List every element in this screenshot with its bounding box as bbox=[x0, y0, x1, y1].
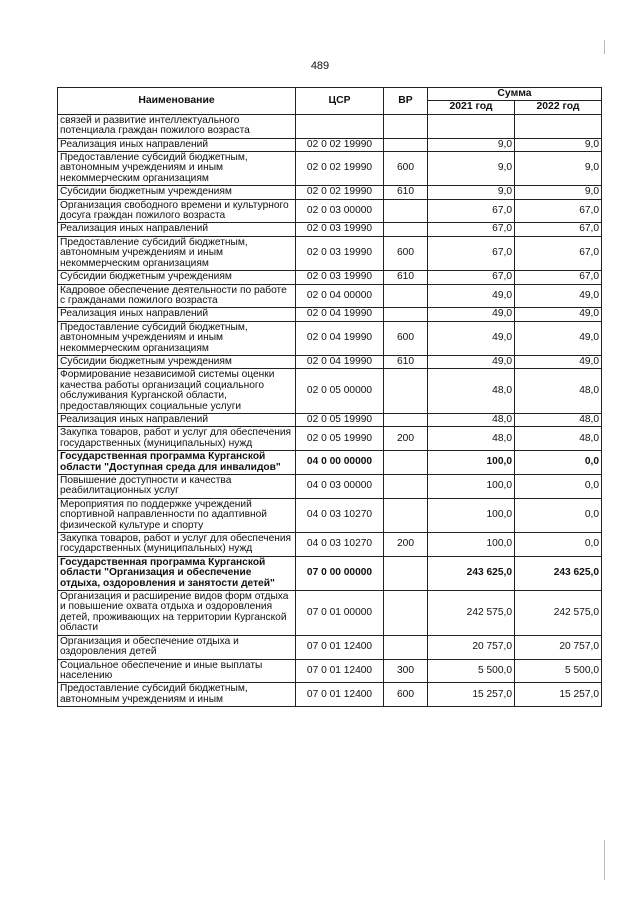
sum-2021-cell: 9,0 bbox=[428, 186, 515, 199]
header-year-2021: 2021 год bbox=[428, 101, 515, 114]
table-row bbox=[58, 683, 602, 707]
table-row bbox=[58, 475, 602, 499]
table-row bbox=[58, 114, 602, 138]
csr-cell: 02 0 05 19990 bbox=[296, 427, 384, 451]
sum-2021-cell: 49,0 bbox=[428, 355, 515, 368]
table-header bbox=[58, 88, 602, 115]
name-cell: Реализация иных направлений bbox=[58, 413, 296, 426]
budget-table bbox=[57, 87, 602, 707]
sum-2021-cell: 243 625,0 bbox=[428, 556, 515, 590]
vr-cell: 600 bbox=[384, 683, 428, 707]
margin-mark bbox=[604, 840, 605, 880]
name-cell: Реализация иных направлений bbox=[58, 223, 296, 236]
sum-2022-cell: 20 757,0 bbox=[515, 635, 602, 659]
sum-2021-cell: 48,0 bbox=[428, 427, 515, 451]
vr-cell: 600 bbox=[384, 321, 428, 355]
sum-2022-cell: 15 257,0 bbox=[515, 683, 602, 707]
name-cell: Предоставление субсидий бюджетным, автономным учреждениям и иным некоммерческим организациям bbox=[58, 321, 296, 355]
sum-2022-cell: 49,0 bbox=[515, 355, 602, 368]
header-csr: ЦСР bbox=[296, 88, 384, 115]
table-row bbox=[58, 659, 602, 683]
sum-2021-cell: 67,0 bbox=[428, 223, 515, 236]
vr-cell bbox=[384, 591, 428, 636]
sum-2021-cell: 49,0 bbox=[428, 321, 515, 355]
sum-2022-cell: 48,0 bbox=[515, 413, 602, 426]
sum-2021-cell: 67,0 bbox=[428, 236, 515, 270]
table-row bbox=[58, 369, 602, 414]
table-row bbox=[58, 498, 602, 532]
table-row bbox=[58, 308, 602, 321]
csr-cell: 02 0 03 19990 bbox=[296, 271, 384, 284]
margin-mark bbox=[604, 40, 605, 54]
vr-cell: 610 bbox=[384, 271, 428, 284]
csr-cell: 02 0 03 19990 bbox=[296, 223, 384, 236]
table-row bbox=[58, 591, 602, 636]
sum-2022-cell: 9,0 bbox=[515, 152, 602, 186]
table-row bbox=[58, 199, 602, 223]
csr-cell: 07 0 00 00000 bbox=[296, 556, 384, 590]
sum-2021-cell: 67,0 bbox=[428, 199, 515, 223]
table-row bbox=[58, 413, 602, 426]
sum-2021-cell: 9,0 bbox=[428, 138, 515, 151]
csr-cell: 04 0 03 00000 bbox=[296, 475, 384, 499]
sum-2021-cell bbox=[428, 114, 515, 138]
vr-cell: 610 bbox=[384, 186, 428, 199]
header-vr: ВР bbox=[384, 88, 428, 115]
vr-cell bbox=[384, 199, 428, 223]
table-row bbox=[58, 556, 602, 590]
name-cell: Субсидии бюджетным учреждениям bbox=[58, 355, 296, 368]
vr-cell bbox=[384, 308, 428, 321]
csr-cell: 02 0 05 00000 bbox=[296, 369, 384, 414]
table-row bbox=[58, 427, 602, 451]
sum-2022-cell: 67,0 bbox=[515, 223, 602, 236]
vr-cell bbox=[384, 223, 428, 236]
csr-cell: 02 0 04 19990 bbox=[296, 355, 384, 368]
name-cell: связей и развитие интеллектуального потенциала граждан пожилого возраста bbox=[58, 114, 296, 138]
sum-2022-cell: 48,0 bbox=[515, 427, 602, 451]
page-number: 489 bbox=[310, 60, 330, 72]
sum-2021-cell: 15 257,0 bbox=[428, 683, 515, 707]
sum-2022-cell: 49,0 bbox=[515, 321, 602, 355]
csr-cell: 07 0 01 12400 bbox=[296, 659, 384, 683]
table-row bbox=[58, 271, 602, 284]
sum-2021-cell: 100,0 bbox=[428, 498, 515, 532]
vr-cell bbox=[384, 635, 428, 659]
sum-2021-cell: 49,0 bbox=[428, 308, 515, 321]
name-cell: Реализация иных направлений bbox=[58, 308, 296, 321]
header-name: Наименование bbox=[58, 88, 296, 115]
sum-2022-cell: 0,0 bbox=[515, 451, 602, 475]
csr-cell: 02 0 04 00000 bbox=[296, 284, 384, 308]
vr-cell: 300 bbox=[384, 659, 428, 683]
sum-2022-cell: 9,0 bbox=[515, 186, 602, 199]
vr-cell bbox=[384, 451, 428, 475]
sum-2022-cell: 67,0 bbox=[515, 236, 602, 270]
vr-cell: 200 bbox=[384, 427, 428, 451]
sum-2022-cell: 67,0 bbox=[515, 271, 602, 284]
header-year-2022: 2022 год bbox=[515, 101, 602, 114]
sum-2022-cell: 0,0 bbox=[515, 498, 602, 532]
header-sum: Сумма bbox=[428, 88, 602, 101]
name-cell: Повышение доступности и качества реабилитационных услуг bbox=[58, 475, 296, 499]
sum-2021-cell: 67,0 bbox=[428, 271, 515, 284]
name-cell: Закупка товаров, работ и услуг для обеспечения государственных (муниципальных) нужд bbox=[58, 427, 296, 451]
table-row bbox=[58, 186, 602, 199]
vr-cell: 610 bbox=[384, 355, 428, 368]
sum-2021-cell: 48,0 bbox=[428, 413, 515, 426]
table-row bbox=[58, 533, 602, 557]
table-row bbox=[58, 321, 602, 355]
csr-cell: 07 0 01 00000 bbox=[296, 591, 384, 636]
vr-cell bbox=[384, 138, 428, 151]
table-row bbox=[58, 635, 602, 659]
sum-2022-cell: 48,0 bbox=[515, 369, 602, 414]
name-cell: Государственная программа Курганской области "Доступная среда для инвалидов" bbox=[58, 451, 296, 475]
name-cell: Формирование независимой системы оценки качества работы организаций социального обслуживания Курганской области, предоставляющих социальные услуги bbox=[58, 369, 296, 414]
sum-2021-cell: 242 575,0 bbox=[428, 591, 515, 636]
table-row bbox=[58, 138, 602, 151]
csr-cell: 02 0 03 00000 bbox=[296, 199, 384, 223]
sum-2022-cell: 0,0 bbox=[515, 533, 602, 557]
sum-2022-cell: 243 625,0 bbox=[515, 556, 602, 590]
csr-cell: 02 0 05 19990 bbox=[296, 413, 384, 426]
name-cell: Предоставление субсидий бюджетным, автономным учреждениям и иным некоммерческим организациям bbox=[58, 152, 296, 186]
name-cell: Кадровое обеспечение деятельности по работе с гражданами пожилого возраста bbox=[58, 284, 296, 308]
name-cell: Организация и обеспечение отдыха и оздоровления детей bbox=[58, 635, 296, 659]
name-cell: Предоставление субсидий бюджетным, автономным учреждениям и иным bbox=[58, 683, 296, 707]
sum-2021-cell: 49,0 bbox=[428, 284, 515, 308]
vr-cell bbox=[384, 498, 428, 532]
name-cell: Предоставление субсидий бюджетным, автономным учреждениям и иным некоммерческим организациям bbox=[58, 236, 296, 270]
vr-cell bbox=[384, 114, 428, 138]
vr-cell bbox=[384, 369, 428, 414]
name-cell: Организация свободного времени и культурного досуга граждан пожилого возраста bbox=[58, 199, 296, 223]
vr-cell bbox=[384, 475, 428, 499]
name-cell: Организация и расширение видов форм отдыха и повышение охвата отдыха и оздоровления детей, проживающих на территории Курганской области bbox=[58, 591, 296, 636]
name-cell: Реализация иных направлений bbox=[58, 138, 296, 151]
name-cell: Социальное обеспечение и иные выплаты населению bbox=[58, 659, 296, 683]
sum-2021-cell: 100,0 bbox=[428, 451, 515, 475]
csr-cell: 04 0 03 10270 bbox=[296, 498, 384, 532]
table-row bbox=[58, 236, 602, 270]
sum-2022-cell: 49,0 bbox=[515, 308, 602, 321]
vr-cell bbox=[384, 284, 428, 308]
csr-cell: 04 0 03 10270 bbox=[296, 533, 384, 557]
csr-cell: 02 0 04 19990 bbox=[296, 308, 384, 321]
name-cell: Мероприятия по поддержке учреждений спортивной направленности по адаптивной физической культуре и спорту bbox=[58, 498, 296, 532]
name-cell: Государственная программа Курганской области "Организация и обеспечение отдыха, оздоровления и занятости детей" bbox=[58, 556, 296, 590]
table-row bbox=[58, 223, 602, 236]
sum-2022-cell: 49,0 bbox=[515, 284, 602, 308]
sum-2022-cell: 242 575,0 bbox=[515, 591, 602, 636]
vr-cell: 600 bbox=[384, 236, 428, 270]
sum-2022-cell: 9,0 bbox=[515, 138, 602, 151]
vr-cell bbox=[384, 556, 428, 590]
csr-cell: 07 0 01 12400 bbox=[296, 683, 384, 707]
csr-cell bbox=[296, 114, 384, 138]
table-row bbox=[58, 284, 602, 308]
name-cell: Закупка товаров, работ и услуг для обеспечения государственных (муниципальных) нужд bbox=[58, 533, 296, 557]
csr-cell: 02 0 02 19990 bbox=[296, 152, 384, 186]
table-row bbox=[58, 152, 602, 186]
name-cell: Субсидии бюджетным учреждениям bbox=[58, 186, 296, 199]
sum-2021-cell: 48,0 bbox=[428, 369, 515, 414]
table-body bbox=[58, 114, 602, 706]
csr-cell: 04 0 00 00000 bbox=[296, 451, 384, 475]
sum-2021-cell: 20 757,0 bbox=[428, 635, 515, 659]
table-row bbox=[58, 355, 602, 368]
sum-2022-cell: 67,0 bbox=[515, 199, 602, 223]
sum-2022-cell: 5 500,0 bbox=[515, 659, 602, 683]
sum-2022-cell: 0,0 bbox=[515, 475, 602, 499]
table-row bbox=[58, 451, 602, 475]
sum-2022-cell bbox=[515, 114, 602, 138]
csr-cell: 02 0 03 19990 bbox=[296, 236, 384, 270]
vr-cell bbox=[384, 413, 428, 426]
vr-cell: 200 bbox=[384, 533, 428, 557]
csr-cell: 07 0 01 12400 bbox=[296, 635, 384, 659]
vr-cell: 600 bbox=[384, 152, 428, 186]
sum-2021-cell: 100,0 bbox=[428, 533, 515, 557]
sum-2021-cell: 5 500,0 bbox=[428, 659, 515, 683]
csr-cell: 02 0 04 19990 bbox=[296, 321, 384, 355]
csr-cell: 02 0 02 19990 bbox=[296, 138, 384, 151]
sum-2021-cell: 9,0 bbox=[428, 152, 515, 186]
name-cell: Субсидии бюджетным учреждениям bbox=[58, 271, 296, 284]
csr-cell: 02 0 02 19990 bbox=[296, 186, 384, 199]
sum-2021-cell: 100,0 bbox=[428, 475, 515, 499]
